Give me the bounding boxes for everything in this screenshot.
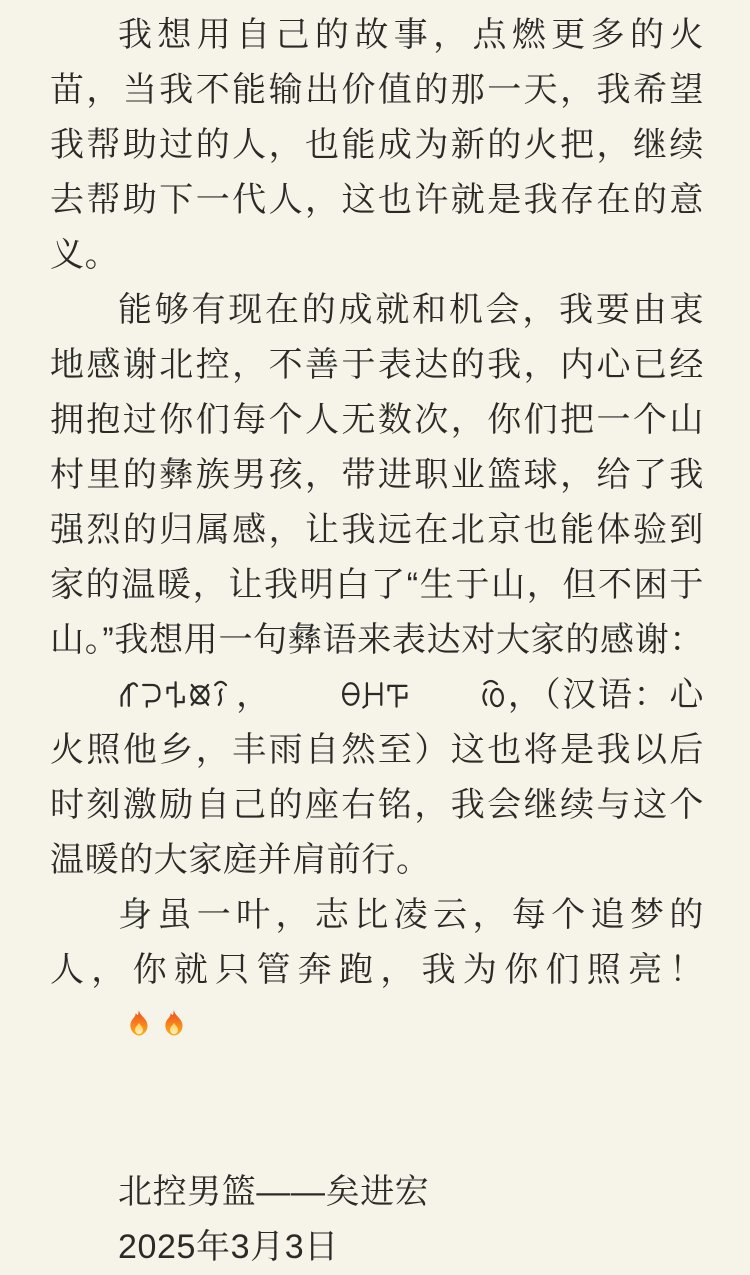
signature-block xyxy=(50,1165,704,1275)
paragraph-3 xyxy=(50,888,704,1053)
paragraph-3-text: 身虽一叶，志比凌云，每个追梦的人，你就只管奔跑，我为你们照亮！ xyxy=(50,896,704,989)
paragraph-1: 我想用自己的故事，点燃更多的火苗，当我不能输出价值的那一天，我希望我帮助过的人，也能成为新的火把，继续去帮助下一代人，这也许就是我存在的意义。 xyxy=(50,16,704,274)
yi-script-glyphs-2 xyxy=(340,676,410,712)
yi-script-glyphs-1 xyxy=(118,676,235,712)
yi-script-phrase-2-wrapped-glyph xyxy=(410,668,507,723)
yi-script-glyph-wrapped xyxy=(478,676,507,712)
yi-script-phrase-1 xyxy=(50,668,235,723)
fire-emoji-icon xyxy=(125,1007,153,1040)
signature-line: 北控男篮——矣进宏 xyxy=(118,1173,430,1211)
date-line: 2025年3月3日 xyxy=(118,1228,339,1266)
paragraph-2 xyxy=(50,283,704,888)
yi-script-phrase-2 xyxy=(272,668,410,723)
paragraph-2-text-after-yi: ，（汉语：心火照他乡，丰雨自然至）这也将是我以后时刻激励自己的座右铭，我会继续与这个温暖的大家庭并肩前行。 xyxy=(50,676,704,879)
fire-emojis xyxy=(50,998,188,1053)
paragraph-2-text-before-yi: 能够有现在的成就和机会，我要由衷地感谢北控，不善于表达的我，内心已经拥抱过你们每个人无数次，你们把一个山村里的彝族男孩，带进职业篮球，给了我强烈的归属感，让我远在北京也能体验到家的温暖，让我明白了“生于山，但不困于山。”我想用一句彝语来表达对大家的感谢： xyxy=(50,291,704,659)
fire-emoji-icon xyxy=(160,1007,188,1040)
yi-phrase-separator: ， xyxy=(235,676,272,714)
